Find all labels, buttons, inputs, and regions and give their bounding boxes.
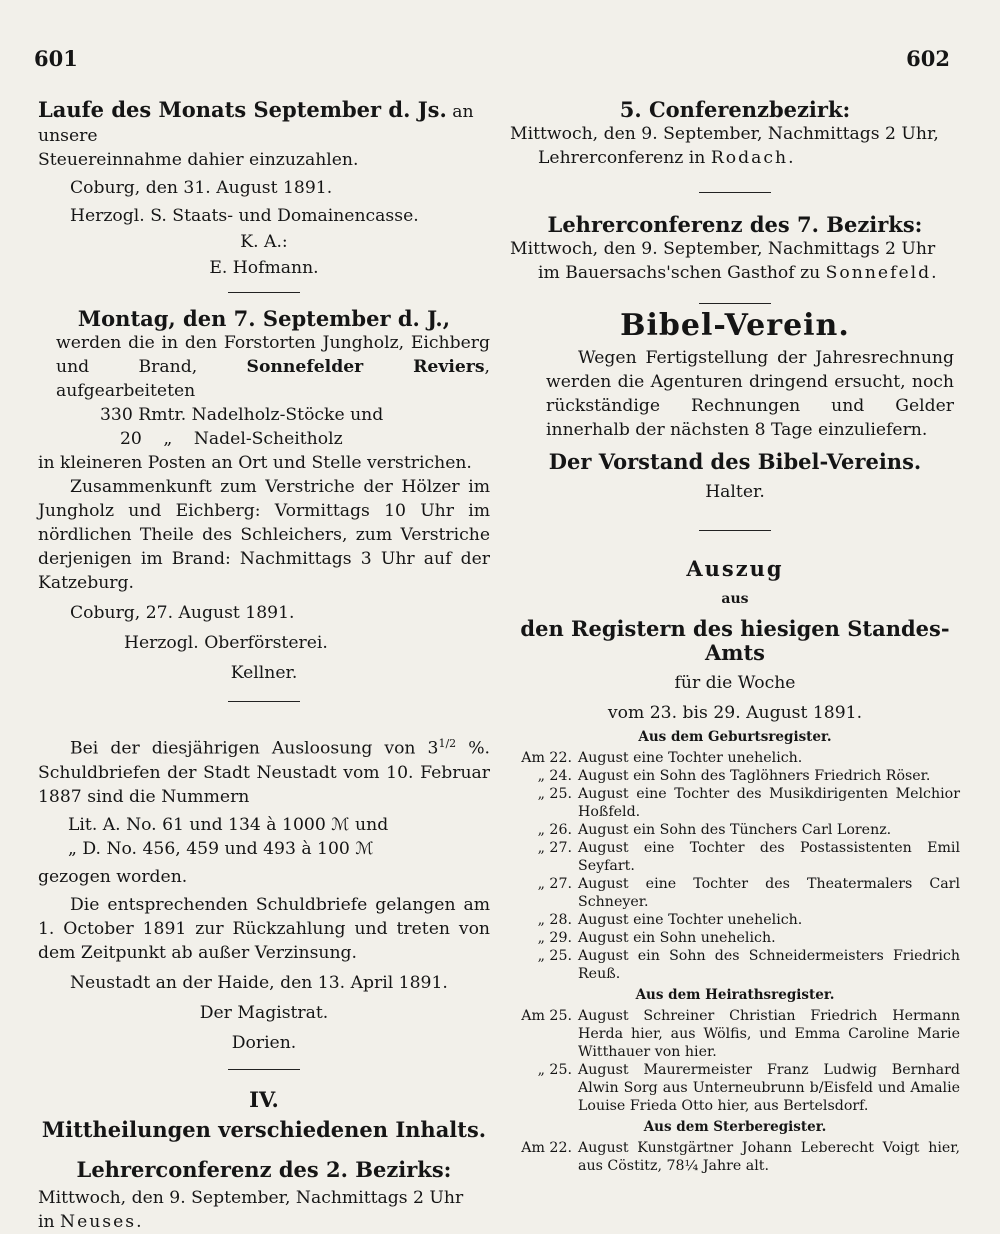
tax-abbr: K. A.:	[240, 232, 288, 252]
lottery-p2: gezogen worden.	[38, 866, 188, 887]
entry-date: Am 22.	[521, 1140, 572, 1156]
page-number-right: 602	[906, 46, 950, 71]
bible-society-notice	[510, 308, 960, 504]
conf7-heading: Lehrerconferenz des 7. Bezirks:	[547, 212, 923, 237]
lottery-office: Der Magistrat.	[199, 1002, 329, 1023]
lottery-p1-a: Bei der diesjährigen Ausloosung von 3	[70, 738, 439, 759]
divider	[228, 1069, 300, 1070]
list-item	[510, 839, 960, 875]
registry-extract	[510, 557, 960, 1175]
list-item	[510, 821, 960, 839]
entry-text: August Schreiner Christian Friedrich Hermann Herda hier, aus Wölfis, und Emma Caroline Marie Witthauer von hier.	[578, 1008, 960, 1060]
entry-text: August eine Tochter des Postassistenten Emil Seyfart.	[578, 840, 960, 874]
conf5-heading: 5. Conferenzbezirk:	[619, 97, 851, 122]
conf7-line1: Mittwoch, den 9. September, Nachmittags 2 Uhr	[510, 239, 936, 259]
births-list	[510, 749, 960, 983]
conf7-line2-a: im Bauersachs'schen Gasthof zu	[538, 263, 826, 283]
list-item	[510, 1139, 960, 1175]
lottery-row2: „ D. No. 456, 459 und 493 à 100 ℳ	[68, 838, 374, 859]
conf5-line2-a: Lehrerconferenz in	[538, 148, 711, 168]
bible-body: Wegen Fertigstellung der Jahresrechnung werden die Agenturen dringend ersucht, noch rückständige Rechnungen und Gelder innerhalb der nächsten 8 Tage einzuliefern.	[546, 348, 954, 440]
list-item	[510, 875, 960, 911]
page-number-left: 601	[34, 46, 78, 71]
conference-5	[510, 98, 960, 170]
registry-h3: den Registern des hiesigen Standes-Amts	[520, 616, 950, 665]
list-item	[510, 947, 960, 983]
divider	[228, 701, 300, 702]
entry-text: August Kunstgärtner Johann Leberecht Voigt hier, aus Cöstitz, 78¼ Jahre alt.	[578, 1140, 960, 1174]
entry-date: „ 25.	[537, 1062, 572, 1078]
divider	[699, 303, 771, 304]
lottery-p1-frac: 1/2	[438, 737, 457, 750]
lottery-signature: Dorien.	[231, 1032, 297, 1053]
entry-text: August ein Sohn des Taglöhners Friedrich Röser.	[578, 768, 931, 784]
births-heading: Aus dem Geburtsregister.	[638, 729, 832, 745]
wood-p1-a: werden die in den Forstorten Jungholz, Eichberg und Brand,	[56, 333, 490, 377]
lottery-notice	[38, 732, 490, 1055]
bible-board: Der Vorstand des Bibel-Vereins.	[548, 449, 922, 474]
tax-notice	[38, 98, 490, 280]
conference-2	[38, 1158, 490, 1234]
deaths-heading: Aus dem Sterberegister.	[643, 1119, 827, 1135]
entry-date: Am 25.	[521, 1008, 572, 1024]
registry-h5: vom 23. bis 29. August 1891.	[607, 703, 863, 723]
list-item	[510, 767, 960, 785]
wood-amount1: 330 Rmtr. Nadelholz-Stöcke und	[100, 405, 384, 425]
list-item	[510, 929, 960, 947]
conference-7	[510, 213, 960, 285]
wood-p3: Zusammenkunft zum Verstriche der Hölzer im Jungholz und Eichberg: Vormittags 10 Uhr im nördlichen Theile des Schleichers, zum Verstriche derjenigen im Brand: Nachmittags 3 Uhr auf der Katzeburg.	[38, 477, 490, 593]
wood-auction-notice: Montag, den 7. September d. J., werden die in den Forstorten Jungholz, Eichberg und Brand, Sonnefelder Reviers, aufgearbeiteten 330 Rmtr. Nadelholz-Stöcke und 20 „ Nadel-Scheitholz in kleineren Posten an Ort und Stelle verstrichen. Zusammenkunft zum Verstriche der Hölzer im Jungholz und Eichberg: Vormittags 10 Uhr im nördlichen Theile des Schleichers, zum Verstriche derjenigen im Brand: Nachmittags 3 Uhr auf der Katzeburg. Coburg, 27. August 1891. Herzogl. Oberförsterei. Kellner.	[38, 306, 490, 683]
list-item	[510, 1007, 960, 1061]
entry-text: August ein Sohn unehelich.	[578, 930, 776, 946]
section-title: Mittheilungen verschiedenen Inhalts.	[41, 1116, 487, 1142]
entry-date: „ 28.	[537, 912, 572, 928]
entry-date: „ 25.	[537, 948, 572, 964]
bible-signature: Halter.	[705, 482, 765, 502]
entry-date: „ 26.	[537, 822, 572, 838]
deaths-list	[510, 1139, 960, 1175]
marriages-heading: Aus dem Heirathsregister.	[635, 987, 835, 1003]
wood-amount2-num: 20	[120, 429, 142, 449]
lottery-p3: Die entsprechenden Schuldbriefe gelangen am 1. October 1891 zur Rückzahlung und treten von dem Zeitpunkt ab außer Verzinsung.	[38, 894, 490, 963]
marriages-list	[510, 1007, 960, 1115]
conf2-line1: Mittwoch, den 9. September, Nachmittags 2 Uhr	[38, 1187, 464, 1208]
entry-date: „ 27.	[537, 876, 572, 892]
lottery-row1: Lit. A. No. 61 und 134 à 1000 ℳ und	[68, 814, 389, 835]
entry-text: August eine Tochter unehelich.	[578, 750, 803, 766]
entry-date: Am 22.	[521, 750, 572, 766]
wood-p1-bold: Sonnefelder Reviers	[246, 357, 485, 377]
entry-text: August ein Sohn des Schneidermeisters Friedrich Reuß.	[578, 948, 960, 982]
entry-date: „ 25.	[537, 786, 572, 802]
left-column	[38, 98, 490, 1234]
tax-place-date: Coburg, den 31. August 1891.	[70, 178, 333, 198]
registry-h2: aus	[721, 591, 749, 607]
wood-p1-b: , aufgearbeiteten	[56, 357, 490, 401]
entry-text: August eine Tochter des Musikdirigenten Melchior Hoßfeld.	[578, 786, 960, 820]
wood-office: Herzogl. Oberförsterei.	[124, 633, 328, 653]
tax-line2: Steuereinnahme dahier einzuzahlen.	[38, 150, 359, 170]
list-item	[510, 1061, 960, 1115]
wood-signature: Kellner.	[230, 663, 298, 683]
divider	[699, 192, 771, 193]
wood-place-date: Coburg, 27. August 1891.	[70, 603, 295, 623]
entry-text: August eine Tochter unehelich.	[578, 912, 803, 928]
lottery-place-date: Neustadt an der Haide, den 13. April 1891.	[70, 972, 448, 993]
entry-date: „ 24.	[537, 768, 572, 784]
entry-date: „ 27.	[537, 840, 572, 856]
tax-line1-rest: an unsere	[38, 102, 474, 146]
list-item	[510, 749, 960, 767]
conf5-line1: Mittwoch, den 9. September, Nachmittags 2 Uhr,	[510, 124, 939, 144]
list-item	[510, 911, 960, 929]
entry-date: „ 29.	[537, 930, 572, 946]
divider	[228, 292, 300, 293]
entry-text: August Maurermeister Franz Ludwig Bernhard Alwin Sorg aus Unterneubrunn b/Eisfeld und Amalie Louise Frieda Otto hier, aus Bertelsdorf.	[578, 1062, 960, 1114]
entry-text: August eine Tochter des Theatermalers Carl Schneyer.	[578, 876, 960, 910]
right-column	[510, 98, 960, 1175]
conf5-place: Rodach.	[710, 148, 796, 168]
lottery-p1-b: %. Schuldbriefen der Stadt Neustadt vom 10. Februar 1887 sind die Nummern	[38, 738, 490, 807]
registry-h1: Auszug	[686, 556, 784, 581]
registry-h4: für die Woche	[674, 673, 796, 693]
conf7-place: Sonnefeld.	[825, 263, 939, 283]
conf2-line2-a: in	[38, 1211, 61, 1232]
tax-signature: E. Hofmann.	[209, 258, 319, 278]
tax-line1-bold: Laufe des Monats September d. Js.	[38, 97, 447, 122]
conf2-place: Neuses.	[60, 1211, 144, 1232]
divider	[699, 530, 771, 531]
wood-heading: Montag, den 7. September d. J.,	[77, 306, 451, 331]
conf2-heading: Lehrerconferenz des 2. Bezirks:	[76, 1156, 452, 1182]
bible-heading: Bibel-Verein.	[620, 308, 850, 343]
section-number: IV.	[249, 1086, 279, 1112]
wood-amount2-text: Nadel-Scheitholz	[193, 429, 343, 449]
tax-office: Herzogl. S. Staats- und Domainencasse.	[70, 206, 419, 226]
entry-text: August ein Sohn des Tünchers Carl Lorenz.	[578, 822, 892, 838]
list-item	[510, 785, 960, 821]
wood-p2: in kleineren Posten an Ort und Stelle verstrichen.	[38, 453, 472, 473]
